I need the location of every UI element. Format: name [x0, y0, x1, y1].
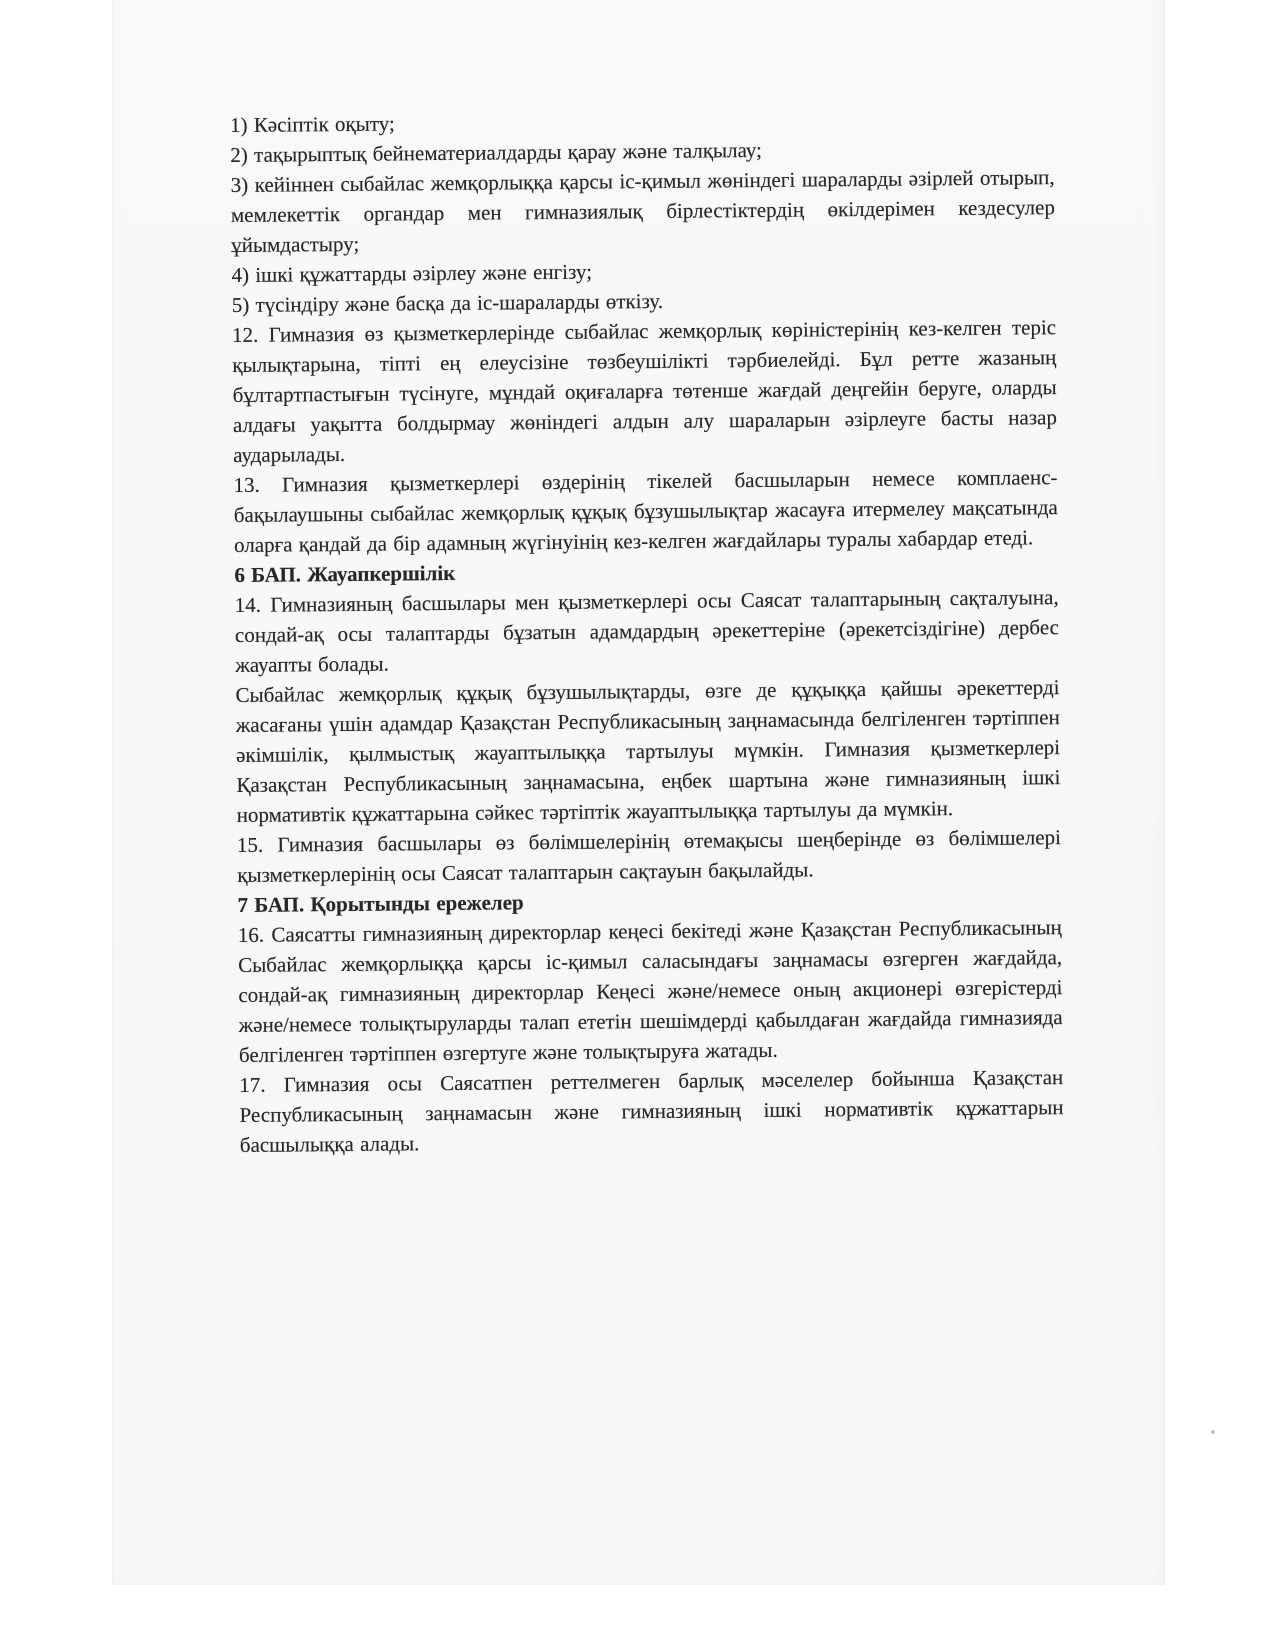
list-item-1: 1) Кәсіптік оқыту; [229, 111, 395, 138]
list-item-2: 2) тақырыптық бейнематериалдарды қарау және талқылау; [230, 137, 762, 168]
paragraph-14: 14. Гимназияның басшылары мен қызметкерлері осы Саясат талаптарының сақталуына, сондай-ақ осы талаптарды бұзатын адамдардың әрекеттеріне (әрекетсіздігіне) дербес жауапты болады. [234, 585, 1060, 678]
paragraph-12: 12. Гимназия өз қызметкерлерінде сыбайлас жемқорлық көріністерінің кез-келген теріс қылықтарына, тіпті ең елеусізіне төзбеушілікті тәрбиелейді. Бұл ретте жазаның бұлтартпастығын түсінуге, мұндай оқиғаларға төтенше жағдай деңгейін беруге, оларды алдағы уақытта болдырмау жөніндегі алдын алу шараларын әзірлеуге басты назар аударылады. [231, 315, 1058, 468]
paragraph-14-cont: Сыбайлас жемқорлық құқық бұзушылықтарды, өзге де құқыққа қайшы әрекеттерді жасағаны үшін адамдар Қазақстан Республикасының заңнамасында белгіленген тәртіппен әкімшілік, қылмыстық жауаптылыққа тартылуы мүмкін. Гимназия қызметкерлері Қазақстан Республикасының заңнамасына, еңбек шартына және гимназияның ішкі нормативтік құжаттарына сәйкес тәртіптік жауаптылыққа тартылуы да мүмкін. [235, 675, 1061, 828]
list-item-5: 5) түсіндіру және басқа да іс-шараларды өткізу. [231, 288, 664, 318]
paragraph-17: 17. Гимназия осы Саясатпен реттелмеген барлық мәселелер бойынша Қазақстан Республикасының заңнамасын және гимназияның ішкі нормативтік құжаттарын басшылыққа алады. [239, 1065, 1064, 1158]
section-heading-6: 6 БАП. Жауапкершілік [234, 560, 456, 588]
section-heading-7: 7 БАП. Қорытынды ережелер [237, 890, 524, 918]
list-item-4: 4) ішкі құжаттарды әзірлеу және енгізу; [231, 259, 593, 288]
paragraph-15: 15. Гимназия басшылары өз бөлімшелерінің өтемақысы шеңберінде өз бөлімшелері қызметкерлерінің осы Саясат талаптарын сақтауын бақылайды. [236, 825, 1062, 888]
paragraph-16: 16. Саясатты гимназияның директорлар кеңесі бекітеді және Қазақстан Республикасының Сыбайлас жемқорлыққа қарсы іс-қимыл саласындағы заңнамасы өзгерген жағдайда, сондай-ақ гимназияның директорлар Кеңесі және/немесе оның акционері өзгерістерді және/немесе толықтыруларды талап ететін шешімдерді қабылдаған жағдайда гимназияда белгіленген тәртіппен өзгертуге және толықтыруға жатады. [237, 915, 1063, 1068]
list-item-3: 3) кейіннен сыбайлас жемқорлыққа қарсы іс-қимыл жөніндегі шараларды әзірлей отырып, мемлекеттік органдар мен гимназиялық бірлестіктердің өкілдерімен кездесулер ұйымдастыру; [230, 165, 1056, 258]
paragraph-13: 13. Гимназия қызметкерлері өздерінің тікелей басшыларын немесе комплаенс-бақылаушыны сыбайлас жемқорлық құқық бұзушылықтар жасауға итермелеу мақсатында оларға қандай да бір адамның жүгінуінің кез-келген жағдайлары туралы хабардар етеді. [233, 465, 1058, 558]
document-text-block [230, 102, 1064, 1160]
scan-artifact-speck [1211, 1430, 1215, 1434]
